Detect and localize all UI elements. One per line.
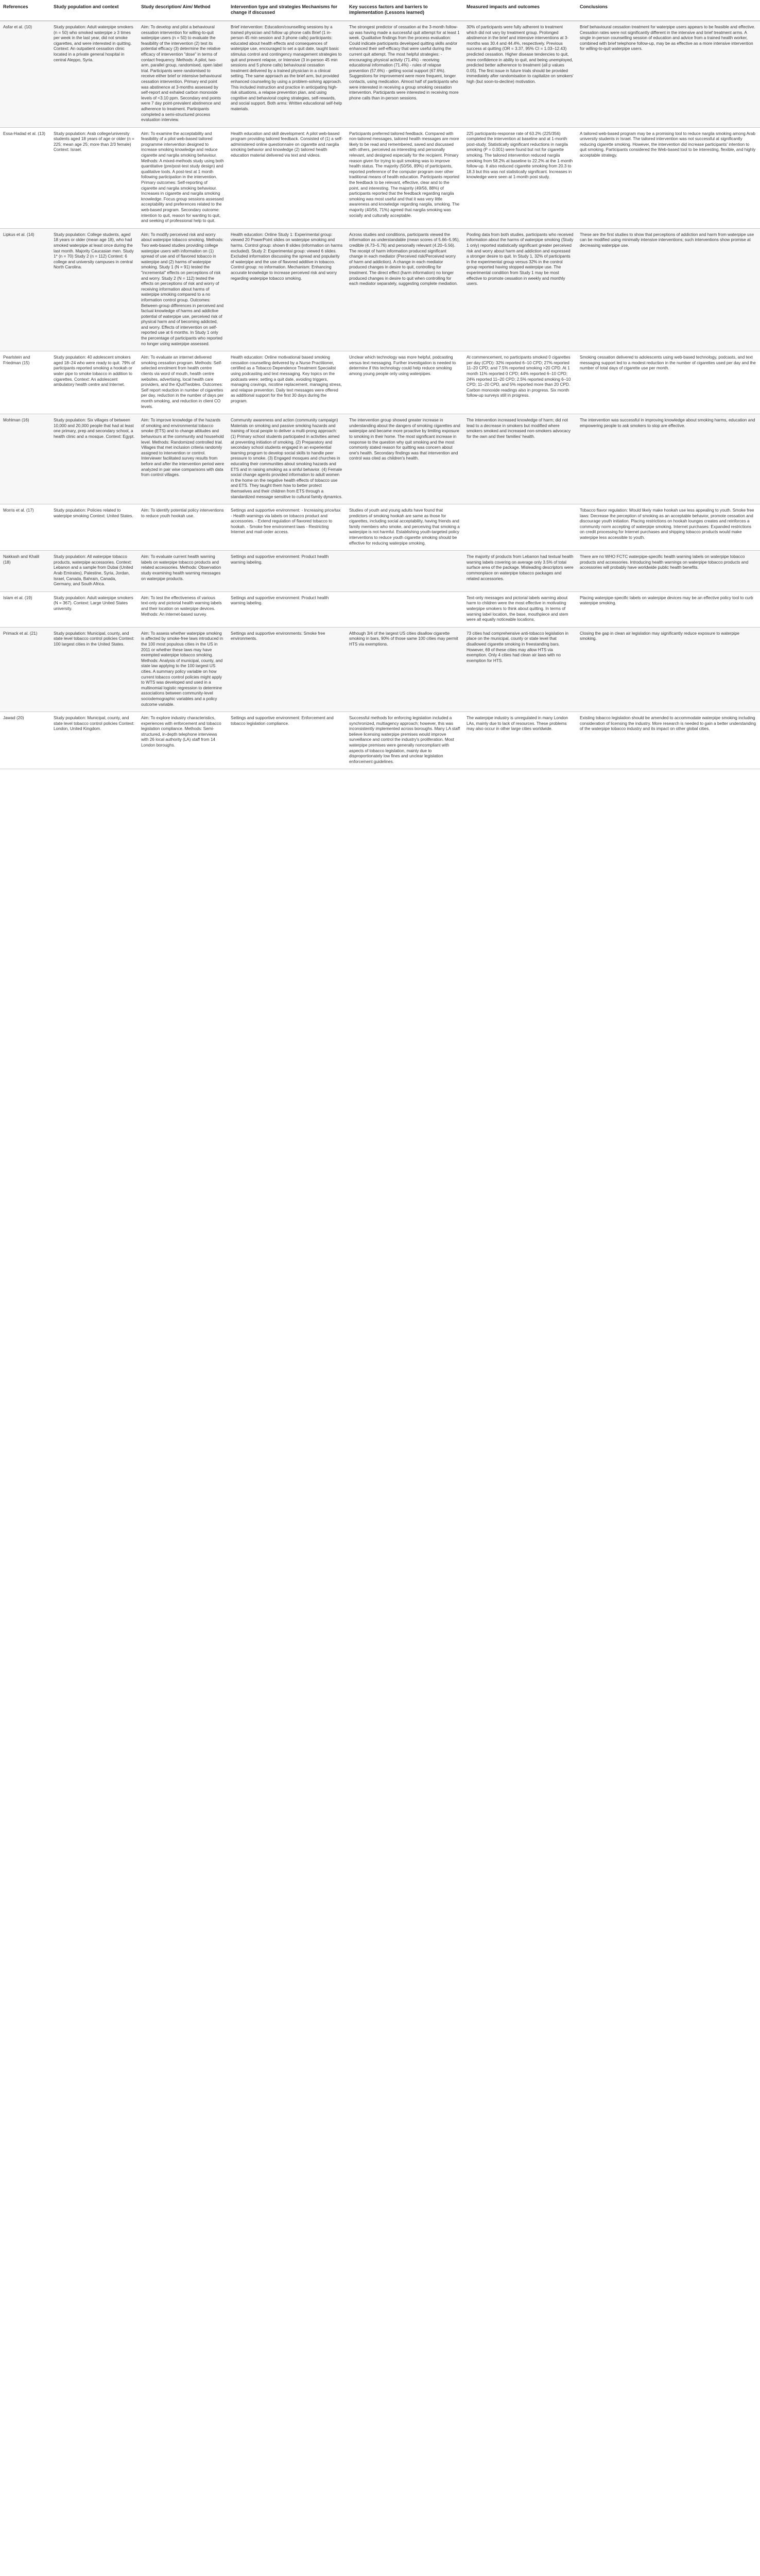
cell-impacts: 225 participants-response rate of 63.2% (225/356) completed the intervention at baseline and at 1-month post-study. Statistically significant reductions in nargila smoking (P = 0.001) were found but not for cigarette smoking. The tailored intervention reduced nargila smoking from 58.2% at baseline to 22.2% at the 1-month follow-up. It also reduced cigarette smoking from 20.3 to 18.3 but this was not statistically significant. Increases in knowledge were seen at 1-month post study. [463, 127, 577, 228]
table-row [0, 228, 760, 351]
cell-success-factors: The strongest predictor of cessation at the 3-month follow-up was having made a successful quit attempt for at least 1 week. Qualitative findings from the process evaluation: Could indicate participants developed quitting skills and/or enhanced their self-efficacy that were useful during the current quit attempt. The most helpful strategies: - encouraging physical activity (71.4%) - receiving educational information (71.4%) - rules of relapse prevention (57.6%) - getting social support (67.6%). Suggestions for improvement were more frequent, longer contacts, using medication. Almost half of participants who were interested in receiving a group smoking cessation intervention. Participants were interested in receiving more phone calls than in-person sessions. [346, 21, 463, 128]
cell-impacts: 30% of participants were fully adherent to treatment which did not vary by treatment group. Prolonged abstinence in the brief and intensive interventions at 3-months was 30.4 and 44.4%, respectively. Previous success at quitting (OR = 3.37, 95% CI = 1.03–12.43) predicted cessation. Higher disease tendencies to quit, more confidence in ability to quit, and being unemployed, predicted better adherence to treatment (all p values 0.05). The first issue in future trials should be provided immediately after randomisation to capitalize on smokers' high (but soon-to-decline) motivation. [463, 21, 577, 128]
cell-reference: Mohlman (16) [0, 414, 50, 504]
cell-reference: Nakkash and Khalil (18) [0, 551, 50, 592]
cell-intervention: Settings and supportive environment: - Increasing price/tax - Health warnings via labels on tobacco product and accessories. - Extend regulation of flavored tobacco to hookah. - Smoke free environment laws - Restricting Internet and mail-order access. [228, 504, 346, 551]
cell-aim-method: Aim: To identify potential policy interventions to reduce youth hookah use. [138, 504, 228, 551]
cell-conclusions: A tailored web-based program may be a promising tool to reduce nargila smoking among Arab university students in Israel. The tailored intervention was not successful at significantly reducing cigarette smoking. However, the intervention did increase participants' intention to quit smoking. Participants considered the Web-based tool to be interesting, flexible, and highly acceptable strategy. [577, 127, 760, 228]
cell-success-factors: Unclear which technology was more helpful, podcasting versus text messaging. Further investigation is needed to determine if this technology could help reduce smoking among young people only using waterpipes. [346, 351, 463, 414]
cell-intervention: Settings and supportive environments: Smoke free environments. [228, 627, 346, 711]
cell-conclusions: The intervention was successful in improving knowledge about smoking harms, education and empowering people to ask smokers to stop are effective. [577, 414, 760, 504]
cell-aim-method: Aim: To develop and pilot a behavioural cessation intervention for willing-to-quit waterpipe users (n = 50) to evaluate the feasibility of the intervention (2) test its potential efficacy (3) determine the relative efficacy of intervention "dose" in terms of contact frequency. Methods: A pilot, two-arm, parallel group, randomised, open label trial. Participants were randomised to receive either brief or intensive behavioural cessation intervention. Primary end point was abstinence at 3-months assessed by self-report and exhaled carbon monoxide levels of <3.10 ppm. Secondary end points were 7 day point-prevalent abstinence and adherence to treatment. Participants completed a semi-structured process evaluation interview. [138, 21, 228, 128]
cell-impacts: 73 cities had comprehensive anti-tobacco legislation in place on the municipal, county or state level that disallowed cigarette smoking in freestanding bars. However, 69 of these cities may allow HTS via exemption. Only 4 cities had clean air laws with no exemption for HTS. [463, 627, 577, 711]
table-row [0, 414, 760, 504]
table-row [0, 504, 760, 551]
cell-population: Study population: Municipal, county, and state level tobacco control policies Context: London, United Kingdom. [50, 712, 138, 769]
cell-conclusions: Tobacco flavor regulation: Would likely make hookah use less appealing to youth. Smoke free laws: Decrease the perception of smoking as an acceptable behavior, promote cessation and discourage youth initiation. Placing restrictions on hookah lounges creates and reinforces a community norm accepting of waterpipe smoking. Internet purchases: Expanded restrictions on credit processing for Internet purchases and shipping tobacco products would make waterpipe less accessible to youth. [577, 504, 760, 551]
cell-intervention: Health education and skill development: A pilot web-based program providing tailored feedback. Consisted of (1) a self-administered online questionnaire on cigarette and nargila smoking behavior and knowledge (2) tailored health education material delivered via text and videos. [228, 127, 346, 228]
cell-population: Study population: College students, aged 18 years or older (mean age 18), who had smoked waterpipe at least once during the last month. Majority Caucasian men. Study 1* (n = 70) Study 2 (n = 112) Context: 6 college and university campuses in central North Carolina. [50, 228, 138, 351]
header-population: Study population and context [50, 0, 138, 21]
cell-success-factors: Although 3/4 of the largest US cities disallow cigarette smoking in bars, 90% of those same 100 cities may permit HTS via exemptions. [346, 627, 463, 711]
cell-success-factors [346, 551, 463, 592]
cell-intervention: Brief intervention: Education/counselling sessions by a trained physician and follow up phone calls Brief (1 in-person 45 min session and 3 phone calls) participants: educated about health effects and consequences of waterpipe use, encouraged to set a quit date, taught basic stimulus control and contingency management strategies to quit and prevent relapse, or Intensive (3 in-person 45 min sessions and 5 phone calls) behavioural cessation treatment delivered by a trained physician in a clinical setting. The same approach as the brief arm, but provided enhanced counseling by using a problem-solving approach. This included instruction and practice in anticipating high-risk situations, a relapse prevention plan, and using cognitive and behavioral coping strategies, self-rewards, and social support. Both arms: Written educational self-help materials. [228, 21, 346, 128]
cell-success-factors [346, 591, 463, 627]
cell-aim-method: Aim: To improve knowledge of the hazards of smoking and environmental tobacco smoke (ETS) and to change attitudes and behaviours at the community and household level. Methods: Randomized controlled trial. Villages that met inclusion criteria randomly assigned to intervention or control. Interviewer facilitated survey results from before and after the intervention period were analyzed in pair wise comparisons with data from control villages. [138, 414, 228, 504]
cell-success-factors: Studies of youth and young adults have found that predictors of smoking hookah are same as those for cigarettes, including social acceptability, having friends and family members who smoke, and perceiving that smoking a waterpipe is not harmful. Establishing youth-targeted policy interventions to reduce youth cigarette smoking should be effective for reducing waterpipe smoking. [346, 504, 463, 551]
cell-impacts: Pooling data from both studies, participants who received information about the harms of waterpipe smoking (Study 1 only) reported statistically significant greater perceived risk and worry about harm and addiction and expressed a stronger desire to quit. In Study 1, 32% of participants in the experimental group versus 32% in the control group reported having stopped waterpipe use. The experimental condition from Study 1 may be most effective to promote cessation in weekly and monthly users. [463, 228, 577, 351]
cell-impacts: At commencement, no participants smoked 0 cigarettes per day (CPD): 32% reported 6–10 CPD; 27% reported 11–20 CPD; and 7.5% reported smoking >20 CPD. At 1 month 11% reported 0 CPD; 44% reported 6–10 CPD; 24% reported 11–20 CPD; 2.5% reported smoking 6–10 CPD; 11–20 CPD, and 5% reported more than 20 CPD. Carbon monoxide readings also in progress. Six month follow-up surveys still in progress. [463, 351, 577, 414]
cell-aim-method: Aim: To test the effectiveness of various text-only and pictorial health warning labels and their location on waterpipe devices. Methods: An internet-based survey. [138, 591, 228, 627]
cell-success-factors: Across studies and conditions, participants viewed the information as understandable (mean scores of 5.66–5.95), credible (4.73–5.76) and personally relevant (4.20–5.56). The receipt of harm information produced significant change in each mediator (Perceived risk/Perceived worry of harm and addiction). A change in each mediator produced changes in desire to quit, controlling for treatment. The direct effect (harm information) no longer produced changes in desire to quit when controlling for each mediator separately, suggesting complete mediation. [346, 228, 463, 351]
header-conclusions: Conclusions [577, 0, 760, 21]
table-row [0, 127, 760, 228]
table-row [0, 21, 760, 128]
cell-population: Study population: 40 adolescent smokers aged 18–24 who were ready to quit. 79% of participants reported smoking a hookah or water pipe to smoke tobacco in addition to cigarettes. Context: An adolescent ambulatory health centre and Internet. [50, 351, 138, 414]
cell-reference: Morris et al. (17) [0, 504, 50, 551]
cell-conclusions: Closing the gap in clean air legislation may significantly reduce exposure to waterpipe smoking. [577, 627, 760, 711]
cell-conclusions: These are the first studies to show that perceptions of addiction and harm from waterpipe use can be modified using minimally intensive interventions; such interventions show promise at decreasing waterpipe use. [577, 228, 760, 351]
cell-intervention: Settings and supportive environment: Product health warning labeling. [228, 591, 346, 627]
cell-aim-method: Aim: To modify perceived risk and worry about waterpipe tobacco smoking. Methods: Two web-based studies providing college waterpipe users with information on (1) spread of use and of flavored tobacco in waterpipe and (2) harms of waterpipe smoking. Study 1 (N = 91) tested the "incremental" effects on perceptions of risk and worry. Study 2 (N = 112) tested the effects on perceptions of risk and worry of receiving information about harms of waterpipe smoking compared to a no information control group. Outcomes: Between-group differences in perceived and factual knowledge of harms and addictive potential of waterpipe use, perceived risk of physical harm and of becoming addicted, and worry. Effects of intervention on self-reported use at 6 months. In Study 1 only the percentage of participants who reported no longer using waterpipe assessed. [138, 228, 228, 351]
cell-aim-method: Aim: To evaluate current health warning labels on waterpipe tobacco products and related accessories. Methods: Observation study examining health warning messages on waterpipe products. [138, 551, 228, 592]
header-intervention: Intervention type and strategies Mechanisms for change if discussed [228, 0, 346, 21]
cell-reference: Islam et al. (19) [0, 591, 50, 627]
review-table-container [0, 0, 760, 769]
cell-impacts: The waterpipe industry is unregulated in many London LAs, mainly due to lack of resources. These problems may also occur in other large cities worldwide. [463, 712, 577, 769]
cell-impacts [463, 504, 577, 551]
cell-population: Study population: Adult waterpipe smokers (N = 367). Context: Large United States university. [50, 591, 138, 627]
cell-impacts: Text-only messages and pictorial labels warning about harm to children were the most effective in motivating waterpipe smokers to think about quitting. In terms of warning label location, the base, mouthpiece and stem were all equally noticeable locations. [463, 591, 577, 627]
evidence-table [0, 0, 760, 769]
cell-success-factors: The intervention group showed greater increase in understanding about the dangers of smoking cigarettes and waterpipe and became more proactive by limiting exposure to smoking in their home. The most significant increase in response to the question why quit smoking and the most commonly stated reason for quitting was concern about one's health. Secondary findings was that intervention and control was cited as children's health. [346, 414, 463, 504]
cell-conclusions: There are no WHO FCTC waterpipe-specific health warning labels on waterpipe tobacco products and accessories. Introducing health warnings on waterpipe tobacco products and accessories will probably have worldwide public health benefits. [577, 551, 760, 592]
cell-conclusions: Brief behavioural cessation treatment for waterpipe users appears to be feasible and effective. Cessation rates were not significantly different in the intensive and brief treatment arms. A single in-person counselling session of education and advice from a trained health worker, combined with brief telephone follow-up, may be as effective as a more intensive intervention for willing-to-quit waterpipe users. [577, 21, 760, 128]
cell-reference: Primack et al. (21) [0, 627, 50, 711]
cell-reference: Asfar et al. (10) [0, 21, 50, 128]
cell-intervention: Settings and supportive environment: Product health warning labeling. [228, 551, 346, 592]
cell-aim-method: Aim: To explore industry characteristics, experiences with enforcement and tobacco legislation compliance. Methods: Semi-structured, in-depth telephone interviews with 26 local authority (LA) staff from 14 London boroughs. [138, 712, 228, 769]
cell-population: Study population: Municipal, county, and state level tobacco control policies Context: 100 largest cities in the United States. [50, 627, 138, 711]
cell-population: Study population: Policies related to waterpipe smoking Context: United States. [50, 504, 138, 551]
cell-reference: Pearlstein and Friedman (15) [0, 351, 50, 414]
table-row [0, 627, 760, 711]
cell-population: Study population: Arab college/university students aged 18 years of age or older (n = 225; mean age 25; more than 2/3 female) Context: Israel. [50, 127, 138, 228]
header-references: References [0, 0, 50, 21]
cell-success-factors: Participants preferred tailored feedback. Compared with non-tailored messages, tailored health messages are more likely to be read and remembered, saved and discussed with others, perceived as interesting and personally relevant, and designed especially for the recipient. Primary reason given for trying to quit smoking was to improve health status. The majority (50/56, 89%) of participants, reported preference of the computer program over other traditional means of health education. Participants reported the feedback to be relevant, effective, clear and to the point, and interesting. The majority (49/56, 88%) of participants reported that the feedback regarding nargila smoking was most useful and that it was very little awareness and knowledge regarding nargila, smoking. The majority (40/56, 71%) agreed that nargila smoking was socially and culturally acceptable. [346, 127, 463, 228]
cell-intervention: Community awareness and action (community campaign) Materials on smoking and passive smoking hazards and training of local people to deliver a multi-prong approach: (1) Primary school students participated in activities aimed at preventing initiation of smoking. (2) Preparatory and secondary school students engaged in an experiential learning program to develop social skills to handle peer pressure to smoke. (3) Engaged mosques and churches in educating their communities about smoking hazards and ETS and in raising smoking as a sinful behavior. (4) Female social change agents provided information to adult women in the home on the negative health effects of tobacco use and ETS. They taught them how to better protect themselves and their children from ETS through a standardized message sensitive to cultural family dynamics. [228, 414, 346, 504]
cell-intervention: Settings and supportive environment: Enforcement and tobacco legislation compliance. [228, 712, 346, 769]
cell-impacts: The intervention increased knowledge of harm; did not lead to a decrease in smokers but modified where smokers smoked and increased non-smokers advocacy for the own and their families' health. [463, 414, 577, 504]
header-impacts: Measured impacts and outcomes [463, 0, 577, 21]
cell-population: Study population: All waterpipe tobacco products, waterpipe accessories. Context: Lebanon and a sample from Dubai (United Arab Emirates), Palestine, Syria, Jordan, Israel, Canada, Bahrain, Canada, Germany, and South Africa. [50, 551, 138, 592]
cell-reference: Jawad (20) [0, 712, 50, 769]
header-success-factors: Key success factors and barriers to implementation (Lessons learned) [346, 0, 463, 21]
table-row [0, 351, 760, 414]
header-aim-method: Study description/ Aim/ Method [138, 0, 228, 21]
cell-population: Study population: Adult waterpipe smokers (n = 50) who smoked waterpipe ≥ 3 times per week in the last year, did not smoke cigarettes, and were interested in quitting. Context: An outpatient cessation clinic located in a private general hospital in central Aleppo, Syria. [50, 21, 138, 128]
cell-conclusions: Existing tobacco legislation should be amended to accommodate waterpipe smoking including consideration of licensing the industry. More research is needed to gain a better understanding of the waterpipe tobacco industry and its impact on other global cities. [577, 712, 760, 769]
cell-impacts: The majority of products from Lebanon had textual health warning labels covering on average only 3.5% of total surface area of the package. Misleading descriptors were commonplace on waterpipe tobacco packages and related accessories. [463, 551, 577, 592]
cell-intervention: Health education: Online motivational based smoking cessation counselling delivered by a Nurse Practitioner, certified as a Tobacco Dependence Treatment Specialist using podcasting and text messaging. Key topics on the podcasts were: setting a quit date, avoiding triggers, managing cravings, nicotine replacement, managing stress, and relapse prevention. Daily text messages were offered as additional support for the first 30 days during the program. [228, 351, 346, 414]
cell-population: Study population: Six villages of between 10,000 and 20,000 people that had at least one primary, prep and secondary school, a health clinic and a mosque. Context: Egypt. [50, 414, 138, 504]
cell-aim-method: Aim: To assess whether waterpipe smoking is affected by smoke-free laws introduced in the 100 most populous cities in the US in 2011 or whether these laws may have exempted waterpipe tobacco smoking. Methods: Analysis of municipal, county, and state law applying to the 100 largest US cities. A summary policy variable on how current tobacco control policies might apply to WTS was developed and used in a multinomial logistic regression to determine associations between community-level sociodemographic variables and a policy outcome variable. [138, 627, 228, 711]
table-body [0, 21, 760, 769]
cell-aim-method: Aim: To examine the acceptability and feasibility of a pilot web-based tailored programme intervention designed to increase smoking knowledge and reduce cigarette and nargila smoking behaviour. Methods: A mixed-methods study using both quantitative (pre/post-test study design) and qualitative tools. A post-test at 1 month following participation in the intervention. Primary outcomes: Self-reporting of cigarette and nargila smoking behaviour. Increases in cigarette and nargila smoking knowledge. Focus group sessions assessed acceptability and preferences related to the web-based program. Secondary outcome: intention to quit, reason for wanting to quit, and seeking of professional help to quit. [138, 127, 228, 228]
table-row [0, 712, 760, 769]
cell-aim-method: Aim: To evaluate an internet delivered smoking cessation program. Methods: Self-selected enrolment from health centre clients via word of mouth, health centre websites, advertising, local health care providers, and the iQuitTwobles. Outcomes: Self report reduction in number of cigarettes per day, reduction in the number of days per month smoking, and reduction in client CO levels. [138, 351, 228, 414]
cell-conclusions: Smoking cessation delivered to adolescents using web-based technology, podcasts, and text messaging support led to a modest reduction in the number of cigarettes used per day and the number of total days of cigarette use per month. [577, 351, 760, 414]
cell-reference: Lipkus et al. (14) [0, 228, 50, 351]
cell-success-factors: Successful methods for enforcing legislation included a synchronized, multiagency approach; however, this was inconsistently implemented across boroughs. Many LA staff believe licensing waterpipe premises would improve surveillance and control the industry's proliferation. Most waterpipe premises were generally noncompliant with aspects of tobacco legislation, mainly due to disproportionately low fines and unclear legislation enforcement guidelines. [346, 712, 463, 769]
cell-reference: Essa-Hadad et al. (13) [0, 127, 50, 228]
cell-intervention: Health education: Online Study 1: Experimental group: viewed 20 PowerPoint slides on waterpipe smoking and harms. Control group: shown 8 slides (information on harms excluded). Study 2: Experimental group: viewed 6 slides. Excluded information discussing the spread and popularity of waterpipe and the use of flavored additive in tobacco. Control group: no information. Mechanism: Enhancing accurate knowledge to increase perceived risk and worry regarding waterpipe tobacco smoking. [228, 228, 346, 351]
header-row [0, 0, 760, 21]
table-row [0, 591, 760, 627]
cell-conclusions: Placing waterpipe-specific labels on waterpipe devices may be an effective policy tool to curb waterpipe smoking. [577, 591, 760, 627]
table-row [0, 551, 760, 592]
